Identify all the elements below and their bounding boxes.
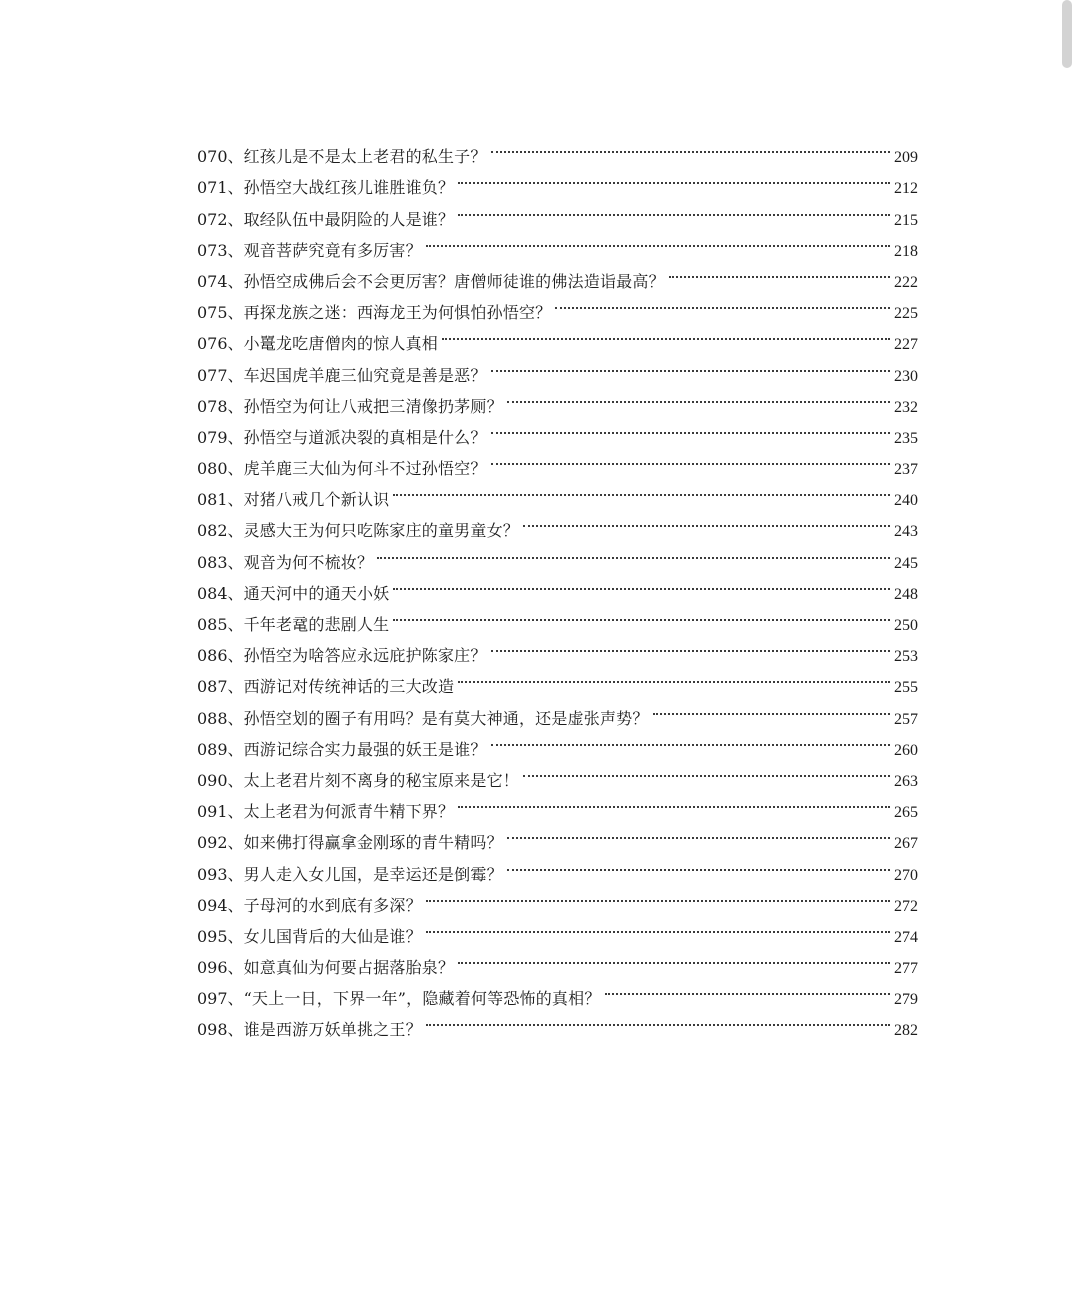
toc-entry-number: 088 (197, 708, 228, 728)
dot-leader (458, 942, 890, 973)
dot-leader (491, 724, 890, 755)
toc-entry-title: 孙悟空为何让八戒把三清像扔茅厕？ (243, 396, 503, 416)
toc-entry-page: 227 (894, 336, 918, 354)
toc-entry-separator: 、 (227, 958, 244, 978)
toc-entry-title: “天上一日，下界一年”，隐藏着何等恐怖的真相？ (243, 989, 601, 1009)
toc-entry-number: 080 (197, 459, 228, 479)
toc-entry-page: 265 (894, 804, 918, 822)
dot-leader (507, 381, 890, 412)
toc-entry-separator: 、 (227, 521, 244, 541)
dot-leader (507, 848, 890, 879)
toc-entry-page: 263 (894, 772, 918, 790)
toc-entry-number: 086 (197, 646, 228, 666)
toc-entry-number: 092 (197, 833, 228, 853)
toc-entry-number: 078 (197, 396, 228, 416)
dot-leader (458, 786, 890, 817)
dot-leader (377, 536, 890, 567)
toc-entry-separator: 、 (227, 365, 244, 385)
toc-entry-separator: 、 (227, 178, 244, 198)
toc-entry-separator: 、 (227, 147, 244, 167)
toc-entry-number: 085 (197, 615, 228, 634)
toc-entry-number: 082 (197, 521, 228, 541)
toc-entry-page: 218 (894, 242, 918, 260)
toc-entry-page: 260 (894, 741, 918, 759)
toc-entry-page: 255 (894, 679, 918, 697)
dot-leader (426, 911, 890, 942)
dot-leader (458, 193, 890, 224)
toc-entry-page: 222 (894, 273, 918, 291)
dot-leader (605, 973, 890, 1004)
toc-entry-separator: 、 (227, 490, 244, 510)
toc-entry-title: 再探龙族之迷：西海龙王为何惧怕孙悟空？ (243, 303, 552, 323)
dot-leader (491, 443, 890, 474)
toc-entry-title: 车迟国虎羊鹿三仙究竟是善是恶？ (243, 365, 487, 385)
toc-entry-number: 093 (197, 864, 228, 884)
toc-entry-separator: 、 (227, 459, 244, 479)
toc-entry-title: 谁是西游万妖单挑之王？ (243, 1020, 422, 1040)
toc-entry-page: 248 (894, 585, 918, 603)
toc-entry-page: 225 (894, 305, 918, 323)
toc-entry-title: 如意真仙为何要占据落胎泉？ (243, 958, 455, 978)
toc-entry-page: 274 (894, 928, 918, 946)
dot-leader (458, 661, 890, 692)
toc-entry-page: 253 (894, 648, 918, 666)
toc-entry (197, 131, 918, 167)
toc-entry-separator: 、 (227, 1020, 244, 1040)
toc-entry-page: 272 (894, 897, 918, 915)
dot-leader (669, 256, 890, 287)
toc-entry-title: 孙悟空成佛后会不会更厉害？唐僧师徒谁的佛法造诣最高？ (243, 271, 665, 291)
toc-entry-page: 277 (894, 960, 918, 978)
toc-entry-page: 279 (894, 991, 918, 1009)
toc-entry-separator: 、 (227, 989, 244, 1009)
toc-entry-number: 090 (197, 770, 228, 790)
dot-leader (442, 318, 890, 349)
toc-entry-title: 子母河的水到底有多深？ (243, 895, 422, 915)
toc-entry-separator: 、 (227, 209, 244, 229)
toc-entry-number: 098 (197, 1020, 228, 1040)
dot-leader (426, 880, 890, 911)
toc-entry-number: 079 (197, 427, 228, 447)
toc-entry-page: 257 (894, 710, 918, 728)
toc-entry-number: 089 (197, 739, 228, 759)
toc-entry-separator: 、 (227, 396, 244, 416)
toc-entry-title: 灵感大王为何只吃陈家庄的童男童女？ (243, 521, 519, 541)
page-scrollbar[interactable] (1062, 0, 1072, 68)
toc-entry-title: 虎羊鹿三大仙为何斗不过孙悟空？ (243, 459, 487, 479)
toc-entry-title: 太上老君片刻不离身的秘宝原来是它！ (243, 770, 519, 790)
toc-entry-separator: 、 (227, 615, 244, 634)
toc-entry-separator: 、 (227, 739, 244, 759)
toc-entry-number: 087 (197, 677, 228, 697)
toc-entry-number: 094 (197, 895, 228, 915)
toc-entry-title: 女儿国背后的大仙是谁？ (243, 926, 422, 946)
toc-entry-page: 232 (894, 398, 918, 416)
dot-leader (653, 692, 890, 723)
dot-leader (491, 412, 890, 443)
toc-entry-title: 对猪八戒几个新认识 (243, 490, 390, 510)
toc-entry-title: 如来佛打得赢拿金刚琢的青牛精吗？ (243, 833, 503, 853)
toc-entry-number: 097 (197, 989, 228, 1009)
toc-entry-separator: 、 (227, 895, 244, 915)
table-of-contents (197, 131, 918, 1040)
toc-entry-separator: 、 (227, 770, 244, 790)
toc-entry-number: 073 (197, 240, 228, 260)
toc-entry-separator: 、 (227, 926, 244, 946)
toc-entry-title: 西游记对传统神话的三大改造 (243, 677, 455, 697)
dot-leader (507, 817, 890, 848)
toc-entry-number: 071 (197, 178, 228, 198)
toc-entry-title: 孙悟空与道派决裂的真相是什么？ (243, 427, 487, 447)
toc-entry-page: 237 (894, 461, 918, 479)
toc-entry-number: 091 (197, 802, 228, 822)
toc-entry-number: 083 (197, 552, 228, 572)
toc-entry-number: 074 (197, 271, 228, 291)
toc-entry-number: 084 (197, 583, 228, 603)
dot-leader (491, 349, 890, 380)
toc-entry-page: 212 (894, 180, 918, 198)
dot-leader (523, 755, 890, 786)
dot-leader (555, 287, 890, 318)
dot-leader (523, 505, 890, 536)
toc-entry-title: 男人走入女儿国，是幸运还是倒霉？ (243, 864, 503, 884)
toc-entry-separator: 、 (227, 427, 244, 447)
toc-entry-title: 观音为何不梳妆？ (243, 552, 374, 572)
toc-entry-number: 081 (197, 490, 228, 510)
toc-entry-separator: 、 (227, 240, 244, 260)
toc-entry-number: 072 (197, 209, 228, 229)
dot-leader (393, 474, 890, 505)
dot-leader (426, 225, 890, 256)
dot-leader (491, 131, 890, 162)
dot-leader (426, 1004, 890, 1035)
toc-entry-separator: 、 (227, 552, 244, 572)
toc-entry-title: 孙悟空大战红孩儿谁胜谁负？ (243, 178, 455, 198)
toc-entry-separator: 、 (227, 583, 244, 603)
toc-entry-page: 250 (894, 617, 918, 634)
dot-leader (458, 162, 890, 193)
toc-entry-separator: 、 (227, 833, 244, 853)
toc-entry-title: 小鼍龙吃唐僧肉的惊人真相 (243, 334, 438, 354)
toc-entry-title: 孙悟空为啥答应永远庇护陈家庄？ (243, 646, 487, 666)
toc-entry-title: 红孩儿是不是太上老君的私生子？ (243, 147, 487, 167)
toc-entry-number: 070 (197, 147, 228, 167)
dot-leader (491, 630, 890, 661)
toc-entry-separator: 、 (227, 303, 244, 323)
toc-entry-title: 观音菩萨究竟有多厉害？ (243, 240, 422, 260)
toc-entry-page: 235 (894, 429, 918, 447)
toc-entry-page: 209 (894, 149, 918, 167)
toc-entry-separator: 、 (227, 271, 244, 291)
toc-entry-number: 075 (197, 303, 228, 323)
toc-entry-page: 240 (894, 492, 918, 510)
toc-entry-title: 孙悟空划的圈子有用吗？是有莫大神通，还是虚张声势？ (243, 708, 649, 728)
dot-leader (393, 599, 890, 630)
toc-entry-title: 取经队伍中最阴险的人是谁？ (243, 209, 455, 229)
toc-entry-page: 267 (894, 835, 918, 853)
toc-entry-page: 215 (894, 211, 918, 229)
dot-leader (393, 568, 890, 599)
toc-entry-number: 077 (197, 365, 228, 385)
toc-entry-separator: 、 (227, 646, 244, 666)
toc-entry-separator: 、 (227, 802, 244, 822)
toc-entry-page: 230 (894, 367, 918, 385)
toc-entry-page: 270 (894, 866, 918, 884)
toc-entry-number: 096 (197, 958, 228, 978)
toc-entry-title: 千年老鼋的悲剧人生 (243, 615, 390, 634)
toc-entry-title: 通天河中的通天小妖 (243, 583, 390, 603)
toc-entry-title: 太上老君为何派青牛精下界？ (243, 802, 455, 822)
toc-entry-number: 076 (197, 334, 228, 354)
toc-entry-title: 西游记综合实力最强的妖王是谁？ (243, 739, 487, 759)
toc-entry-separator: 、 (227, 334, 244, 354)
toc-entry-separator: 、 (227, 708, 244, 728)
toc-entry-number: 095 (197, 926, 228, 946)
toc-entry-separator: 、 (227, 864, 244, 884)
toc-entry-page: 282 (894, 1022, 918, 1040)
toc-entry-page: 245 (894, 554, 918, 572)
toc-entry-page: 243 (894, 523, 918, 541)
toc-entry-separator: 、 (227, 677, 244, 697)
